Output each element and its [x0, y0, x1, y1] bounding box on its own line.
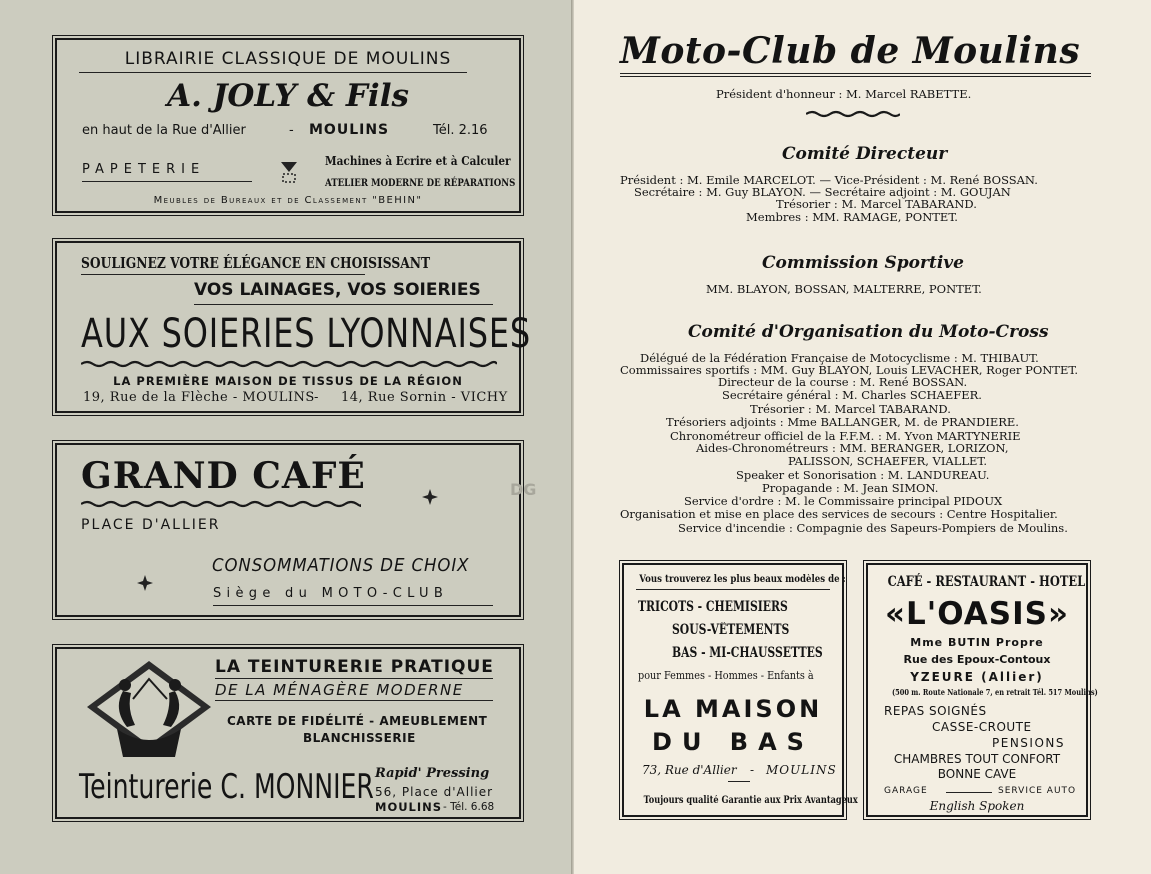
oasis-name: «L'OASIS» — [885, 596, 1069, 632]
comite-directeur-heading: Comité Directeur — [782, 144, 948, 164]
teinturerie-name: Teinturerie C. MONNIER — [79, 767, 374, 807]
soieries-dash: - — [314, 390, 319, 405]
joly-meubles: Meubles de Bureaux et de Classement "BEHIN" — [153, 195, 423, 206]
commission-sportive-heading: Commission Sportive — [762, 253, 964, 273]
comite-organisation-line: Organisation et mise en place des services de secours : Centre Hospitalier. — [620, 507, 1058, 521]
comite-organisation-line: Commissaires sportifs : MM. Guy BLAYON, Louis LEVACHER, Roger PONTET. — [620, 363, 1079, 377]
oasis-l2: CASSE-CROUTE — [932, 720, 1032, 734]
comite-organisation-line: Délégué de la Fédération Française de Motocyclisme : M. THIBAUT. — [640, 351, 1039, 365]
sparkle-icon — [137, 575, 153, 591]
bas-pour: pour Femmes - Hommes - Enfants à — [638, 669, 814, 682]
comite-organisation-heading: Comité d'Organisation du Moto-Cross — [688, 322, 1049, 342]
oasis-l1: REPAS SOIGNÉS — [884, 704, 987, 718]
ad-soieries — [55, 241, 531, 413]
joly-tel: Tél. 2.16 — [433, 123, 488, 138]
comite-organisation-line: Trésorier : M. Marcel TABARAND. — [750, 402, 951, 416]
comite-organisation-line: Service d'ordre : M. le Commissaire principal PIDOUX — [684, 494, 1003, 508]
oasis-l3: PENSIONS — [992, 736, 1065, 750]
cafe-place: PLACE D'ALLIER — [81, 517, 221, 533]
joly-papeterie: PAPETERIE — [82, 162, 206, 177]
oasis-town: YZEURE (Allier) — [910, 670, 1044, 684]
oasis-service: SERVICE AUTO — [998, 786, 1077, 796]
comite-directeur-line: Président : M. Emile MARCELOT. — Vice-Président : M. René BOSSAN. — [620, 173, 1038, 187]
soieries-line1: SOULIGNEZ VOTRE ÉLÉGANCE EN CHOISISSANT — [81, 254, 431, 272]
bas-footer: Toujours qualité Garantie aux Prix Avantageux — [643, 795, 858, 806]
ad-maison-du-bas — [622, 563, 858, 817]
decorative-wave — [81, 360, 497, 368]
bas-item2: SOUS-VÊTEMENTS — [672, 622, 790, 638]
oasis-street: Rue des Epoux-Contoux — [903, 653, 1051, 666]
soieries-line2: VOS LAINAGES, VOS SOIERIES — [194, 280, 481, 300]
ad-grand-cafe — [55, 443, 521, 617]
joly-address: en haut de la Rue d'Allier — [82, 123, 246, 138]
teinturerie-line3: CARTE DE FIDÉLITÉ - AMEUBLEMENT — [227, 714, 488, 728]
president-honneur: Président d'honneur : M. Marcel RABETTE. — [716, 87, 972, 101]
laundry-women-illustration — [83, 659, 215, 763]
bas-addr: 73, Rue d'Allier — [642, 763, 737, 777]
comite-organisation-line: Aides-Chronométreurs : MM. BERANGER, LORIZON, — [696, 441, 1009, 455]
comite-organisation-line: Chronométreur officiel de la F.F.M. : M. Yvon MARTYNERIE — [670, 429, 1021, 443]
decorative-wave — [806, 110, 900, 118]
decorative-wave — [81, 500, 361, 508]
ad-joly — [55, 38, 521, 213]
teinturerie-tel: - Tél. 6.68 — [443, 801, 495, 813]
cafe-name: GRAND CAFÉ — [81, 455, 366, 497]
teinturerie-city: MOULINS — [375, 800, 443, 814]
comite-organisation-line: Trésoriers adjoints : Mme BALLANGER, M. de PRANDIERE. — [666, 415, 1019, 429]
sparkle-icon — [422, 489, 438, 505]
joly-atelier: ATELIER MODERNE DE RÉPARATIONS — [325, 177, 516, 189]
comite-organisation-line: Directeur de la course : M. René BOSSAN. — [718, 375, 968, 389]
bas-item1: TRICOTS - CHEMISIERS — [638, 599, 788, 615]
comite-directeur-line: Membres : MM. RAMAGE, PONTET. — [746, 210, 958, 224]
soieries-line3: LA PREMIÈRE MAISON DE TISSUS DE LA RÉGION — [113, 374, 463, 388]
oasis-english: English Spoken — [929, 799, 1025, 813]
stationery-emblem-icon — [279, 160, 299, 184]
joly-dash: - — [289, 123, 294, 138]
teinturerie-line2: DE LA MÉNAGÈRE MODERNE — [215, 681, 464, 699]
oasis-garage: GARAGE — [884, 786, 928, 796]
comite-organisation-line: Speaker et Sonorisation : M. LANDUREAU. — [736, 468, 990, 482]
oasis-header: CAFÉ - RESTAURANT - HOTEL — [887, 574, 1086, 590]
bas-intro: Vous trouverez les plus beaux modèles de : — [639, 574, 846, 585]
comite-directeur-line: Trésorier : M. Marcel TABARAND. — [776, 197, 977, 211]
ad-teinturerie — [55, 647, 521, 819]
cafe-consommations: CONSOMMATIONS DE CHOIX — [212, 555, 470, 576]
teinturerie-line1: LA TEINTURERIE PRATIQUE — [215, 657, 494, 677]
cafe-siege: Siège du MOTO-CLUB — [213, 586, 449, 601]
comite-organisation-line: Secrétaire général : M. Charles SCHAEFER. — [722, 388, 982, 402]
soieries-name: AUX SOIERIES LYONNAISES — [81, 311, 531, 357]
soieries-addr2: 14, Rue Sornin - VICHY — [341, 390, 508, 405]
bas-name2: DU BAS — [652, 728, 814, 756]
joly-header: LIBRAIRIE CLASSIQUE DE MOULINS — [124, 49, 452, 69]
bas-city: MOULINS — [766, 763, 837, 777]
teinturerie-rapid: Rapid' Pressing — [375, 766, 490, 781]
joly-city: MOULINS — [309, 122, 390, 138]
teinturerie-addr: 56, Place d'Allier — [375, 785, 494, 799]
right-page — [574, 0, 1151, 874]
oasis-l4: CHAMBRES TOUT CONFORT — [893, 752, 1061, 766]
teinturerie-line4: BLANCHISSERIE — [303, 731, 416, 745]
page-title: Moto-Club de Moulins — [620, 30, 1081, 72]
watermark-logo: DG — [510, 480, 537, 499]
joly-machines: Machines à Ecrire et à Calculer — [325, 153, 511, 168]
bas-dash: - — [750, 763, 755, 777]
comite-directeur-line: Secrétaire : M. Guy BLAYON. — Secrétaire adjoint : M. GOUJAN — [634, 185, 1011, 199]
oasis-owner: Mme BUTIN Propre — [910, 636, 1044, 649]
soieries-addr1: 19, Rue de la Flèche - MOULINS — [83, 390, 315, 405]
oasis-note: (500 m. Route Nationale 7, en retrait Tél. 517 Moulins) — [891, 688, 1098, 698]
commission-sportive-line: MM. BLAYON, BOSSAN, MALTERRE, PONTET. — [706, 282, 982, 296]
bas-item3: BAS - MI-CHAUSSETTES — [672, 645, 823, 661]
left-page — [0, 0, 574, 874]
joly-name: A. JOLY & Fils — [167, 78, 409, 114]
comite-organisation-line: Service d'incendie : Compagnie des Sapeurs-Pompiers de Moulins. — [678, 521, 1068, 535]
bas-name1: LA MAISON — [643, 695, 823, 723]
ad-oasis — [866, 563, 1098, 817]
comite-organisation-line: PALISSON, SCHAEFER, VIALLET. — [788, 454, 987, 468]
oasis-l5: BONNE CAVE — [937, 767, 1017, 781]
comite-organisation-line: Propagande : M. Jean SIMON. — [762, 481, 939, 495]
